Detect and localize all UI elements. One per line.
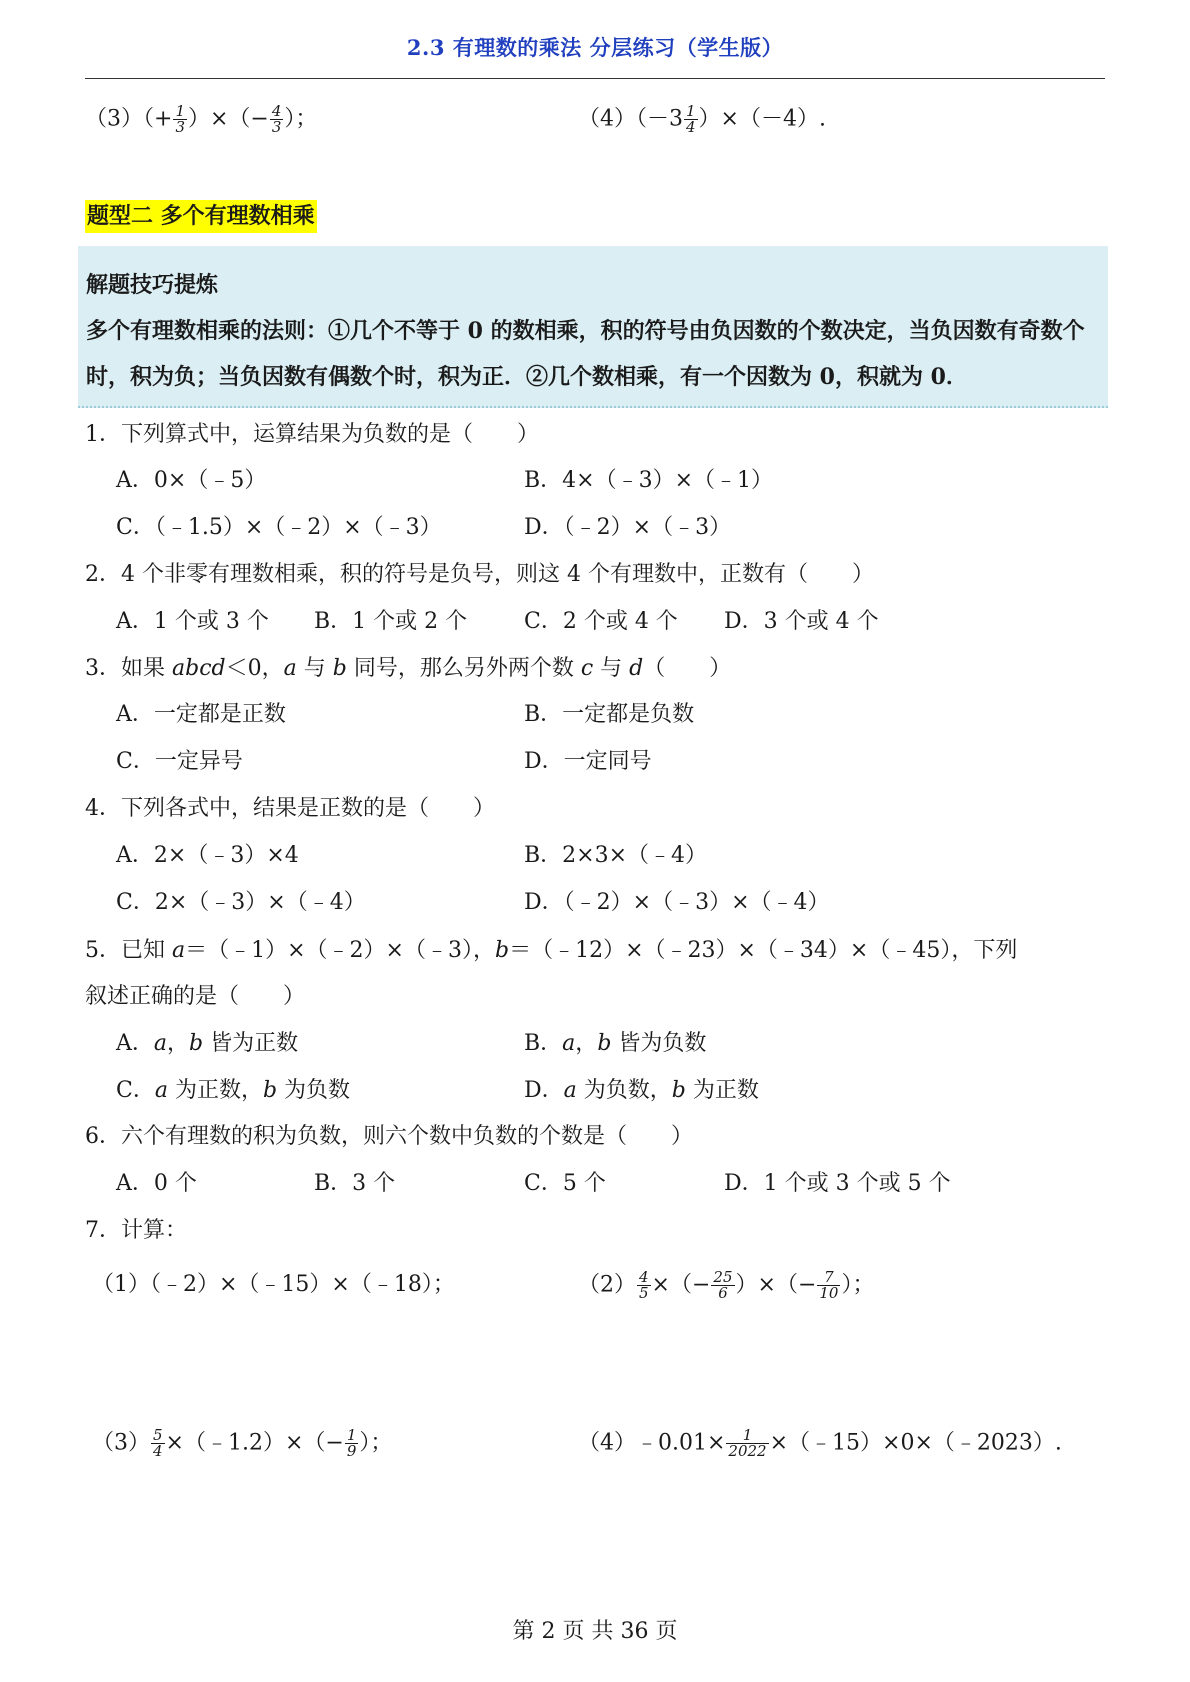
text: ）； (841, 1272, 875, 1298)
variable: b (332, 656, 347, 681)
q1-option-d: D．（﹣2）×（﹣3） (524, 515, 732, 540)
text: ×（− (651, 1272, 711, 1298)
page-header-title: 2.3 有理数的乘法 分层练习（学生版） (406, 35, 784, 60)
q3-option-d: D．一定同号 (524, 749, 652, 774)
text: （4）（－3 (578, 106, 683, 132)
text: 3．如果 (85, 656, 172, 681)
text: ）； (359, 1430, 393, 1456)
q7-part-3 (92, 1428, 392, 1459)
fraction: $\frac{1}{4}$ (686, 102, 696, 136)
text: 为负数， (576, 1078, 672, 1103)
variable: a (283, 656, 297, 681)
variable: a (563, 1078, 577, 1103)
fraction: $\frac{1}{9}$ (346, 1426, 357, 1460)
text: ＜0， (225, 656, 284, 681)
q5-option-d (524, 1080, 759, 1102)
text: 与 (593, 656, 630, 681)
q6-option-b: B．3 个 (314, 1171, 396, 1196)
text: 与 (296, 656, 333, 681)
prev-problem-4 (578, 104, 826, 135)
text: ×（﹣15）×0×（﹣2023）. (769, 1430, 1062, 1456)
text: （2） (578, 1272, 636, 1298)
text: 皆为正数 (203, 1031, 299, 1056)
variable: b (597, 1031, 612, 1056)
variable: b (494, 938, 510, 963)
q5-option-b (524, 1033, 706, 1055)
q4-stem: 4．下列各式中，结果是正数的是（ ） (85, 796, 495, 821)
text: （4）﹣0.01× (578, 1430, 726, 1456)
text: A． (116, 1031, 154, 1056)
fraction: $\frac{4}{3}$ (271, 102, 282, 136)
fraction: $\frac{1}{2022}$ (728, 1426, 767, 1460)
q5-option-a (116, 1033, 298, 1055)
text: C． (116, 1078, 155, 1103)
q2-option-a: A．1 个或 3 个 (116, 609, 269, 634)
tip-text: 多个有理数相乘的法则：①几个不等于 0 的数相乘，积的符号由负因数的个数决定，当负因数有奇数个时，积为负；当负因数有偶数个时，积为正．②几个数相乘，有一个因数为 0，积就为 0． (86, 318, 1085, 390)
text: B． (524, 1031, 563, 1056)
q5-stem (85, 940, 1017, 962)
text: ）； (284, 106, 318, 132)
q5-option-c (116, 1080, 350, 1102)
fraction: $\frac{25}{6}$ (713, 1268, 733, 1302)
variable: b (189, 1031, 204, 1056)
text: 同号，那么另外两个数 (346, 656, 581, 681)
q7-stem: 7．计算： (85, 1218, 187, 1243)
text: D． (524, 1078, 564, 1103)
q7-part-1: （1）（﹣2）×（﹣15）×（﹣18）； (92, 1272, 455, 1297)
q6-option-a: A．0 个 (116, 1171, 197, 1196)
header-divider (85, 78, 1105, 79)
q3-option-b: B．一定都是负数 (524, 702, 695, 727)
q3-stem (85, 658, 731, 680)
q7-part-4 (578, 1428, 1062, 1459)
q2-option-d: D．3 个或 4 个 (724, 609, 879, 634)
fraction: $\frac{7}{10}$ (819, 1268, 839, 1302)
q3-option-a: A．一定都是正数 (116, 702, 286, 727)
text: 为正数， (167, 1078, 263, 1103)
fraction: $\frac{1}{3}$ (175, 102, 185, 136)
fraction: $\frac{4}{5}$ (639, 1268, 649, 1302)
text: （3）（+ (85, 106, 173, 132)
variable: c (580, 656, 594, 681)
q6-option-c: C．5 个 (524, 1171, 606, 1196)
page-footer: 第 2 页 共 36 页 (512, 1619, 678, 1644)
q6-option-d: D．1 个或 3 个或 5 个 (724, 1171, 951, 1196)
section-heading: 题型二 多个有理数相乘 (85, 200, 317, 233)
text: ×（﹣1.2）×（− (165, 1430, 344, 1456)
q1-stem: 1．下列算式中，运算结果为负数的是（ ） (85, 422, 539, 447)
q1-option-b: B．4×（﹣3）×（﹣1） (524, 468, 774, 493)
q2-stem: 2．4 个非零有理数相乘，积的符号是负号，则这 4 个有理数中，正数有（ ） (85, 562, 874, 587)
variable: d (629, 656, 644, 681)
q4-option-c: C．2×（﹣3）×（﹣4） (116, 890, 366, 915)
variable: a (562, 1031, 576, 1056)
q4-option-a: A．2×（﹣3）×4 (116, 843, 299, 868)
text: ）×（－4）. (698, 106, 826, 132)
tip-title: 解题技巧提炼 (86, 272, 219, 298)
text: ）×（− (187, 106, 269, 132)
text: 为正数 (685, 1078, 759, 1103)
prev-problem-3 (85, 104, 317, 135)
q5-stem-line2: 叙述正确的是（ ） (85, 984, 306, 1009)
q1-option-c: C．（﹣1.5）×（﹣2）×（﹣3） (116, 515, 442, 540)
text: 5．已知 (85, 938, 172, 963)
text: ， (575, 1031, 598, 1056)
text: ＝（﹣12）×（﹣23）×（﹣34）×（﹣45），下列 (509, 938, 1018, 963)
q1-option-a: A．0×（﹣5） (116, 468, 267, 493)
variable: a (153, 1031, 168, 1056)
variable: abcd (172, 656, 226, 681)
text: 皆为负数 (611, 1031, 707, 1056)
q7-part-2 (578, 1270, 875, 1301)
q6-stem: 6．六个有理数的积为负数，则六个数中负数的个数是（ ） (85, 1124, 693, 1149)
text: 为负数 (277, 1078, 351, 1103)
text: ， (167, 1031, 190, 1056)
q2-option-c: C．2 个或 4 个 (524, 609, 678, 634)
text: ＝（﹣1）×（﹣2）×（﹣3）， (185, 938, 495, 963)
variable: a (172, 938, 186, 963)
tip-box (78, 246, 1108, 408)
q2-option-b: B．1 个或 2 个 (314, 609, 468, 634)
text: （3） (92, 1430, 150, 1456)
variable: a (154, 1078, 168, 1103)
q4-option-d: D．（﹣2）×（﹣3）×（﹣4） (524, 890, 830, 915)
q4-option-b: B．2×3×（﹣4） (524, 843, 708, 868)
variable: b (671, 1078, 686, 1103)
variable: b (262, 1078, 278, 1103)
q3-option-c: C．一定异号 (116, 749, 243, 774)
text: （ ） (643, 656, 732, 681)
text: ）×（− (735, 1272, 817, 1298)
fraction: $\frac{5}{4}$ (153, 1426, 163, 1460)
